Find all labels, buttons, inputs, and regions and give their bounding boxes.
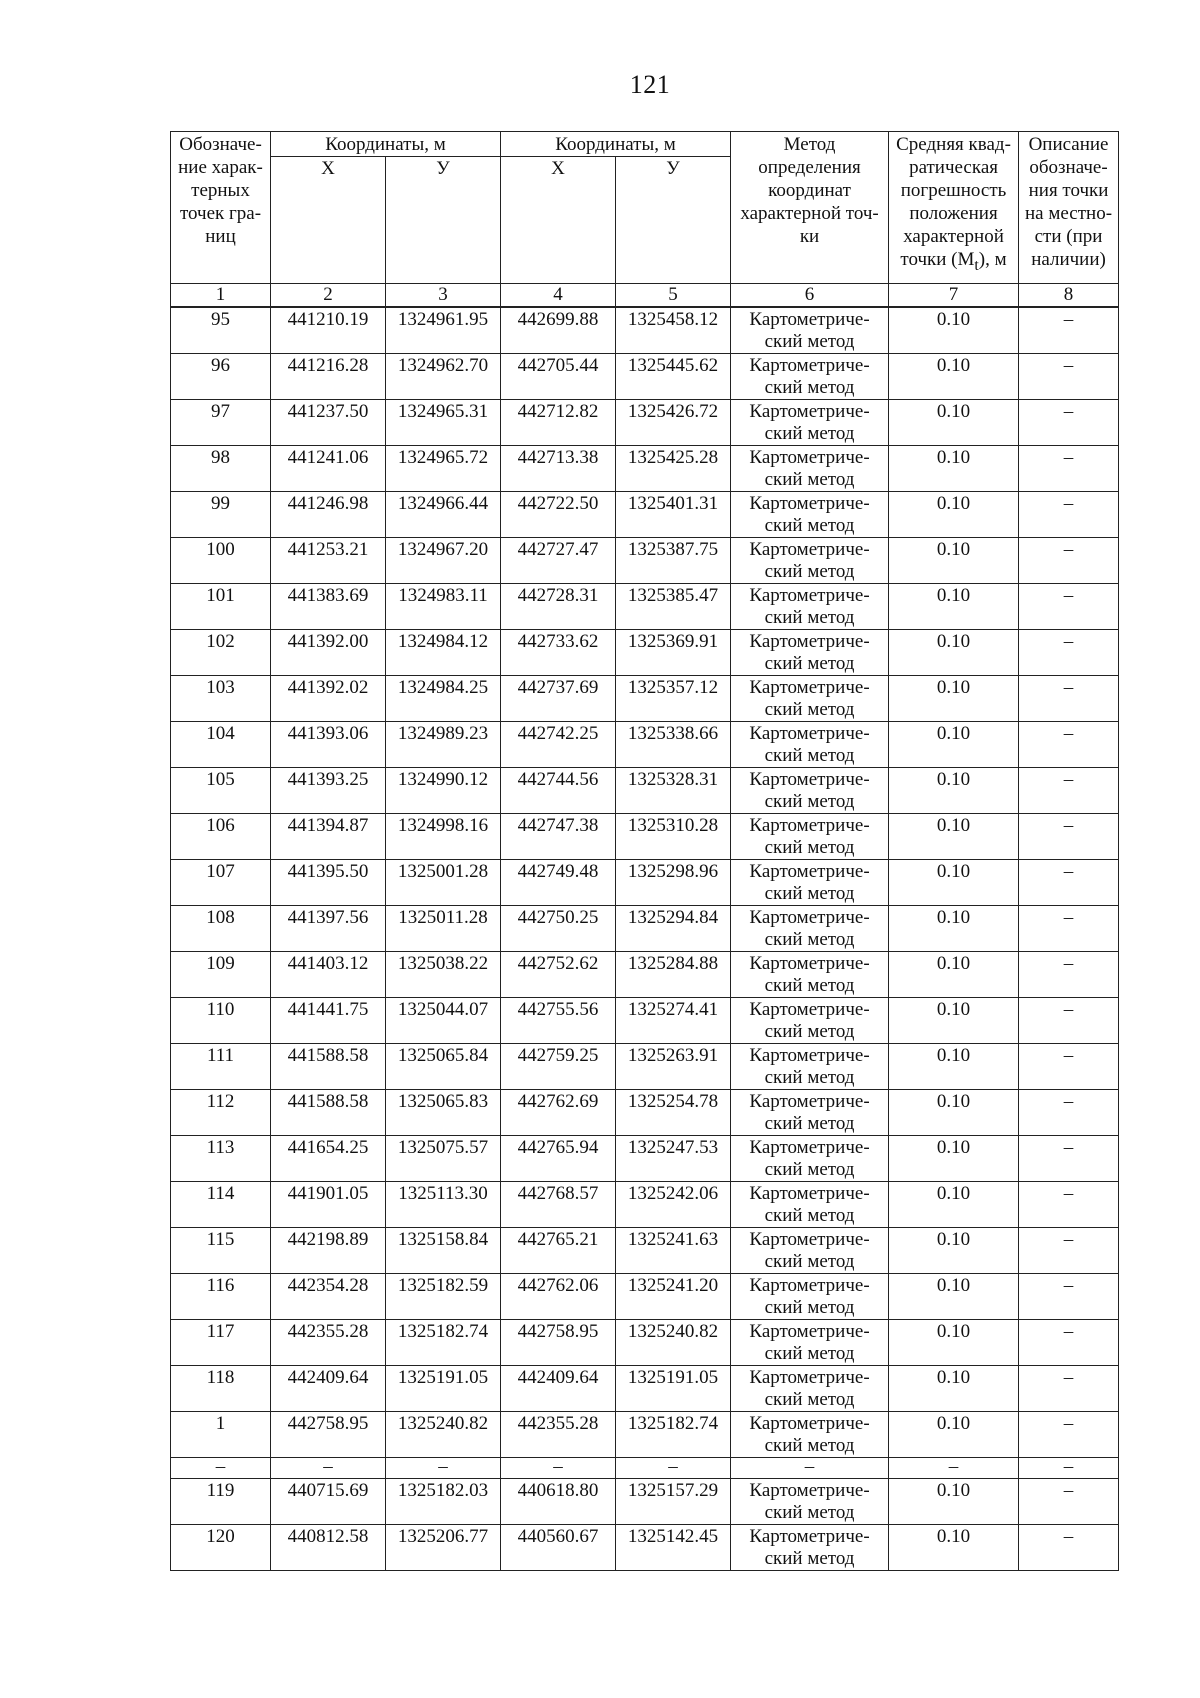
- x2-cell: 442742.25: [501, 722, 616, 768]
- point-cell: 101: [171, 584, 271, 630]
- y2-cell: 1325240.82: [616, 1320, 731, 1366]
- point-cell: 100: [171, 538, 271, 584]
- error-cell: 0.10: [889, 768, 1019, 814]
- table-row: [171, 1320, 1119, 1366]
- header-rms-error: [889, 132, 1019, 284]
- y2-cell: 1325274.41: [616, 998, 731, 1044]
- header-coords-group-1: Координаты, м: [271, 132, 501, 157]
- x2-cell: 442759.25: [501, 1044, 616, 1090]
- y2-cell: –: [616, 1458, 731, 1479]
- y2-cell: 1325310.28: [616, 814, 731, 860]
- y1-cell: 1324984.12: [386, 630, 501, 676]
- header-y-2: У: [616, 157, 731, 284]
- x2-cell: 442733.62: [501, 630, 616, 676]
- y1-cell: 1325191.05: [386, 1366, 501, 1412]
- method-cell: Картометриче-ский метод: [731, 354, 889, 400]
- description-cell: –: [1019, 906, 1119, 952]
- table-row: [171, 400, 1119, 446]
- header-x-2: Х: [501, 157, 616, 284]
- x2-cell: 442752.62: [501, 952, 616, 998]
- point-cell: 113: [171, 1136, 271, 1182]
- y1-cell: 1324983.11: [386, 584, 501, 630]
- x2-cell: 442758.95: [501, 1320, 616, 1366]
- x1-cell: 441901.05: [271, 1182, 386, 1228]
- x2-cell: 442768.57: [501, 1182, 616, 1228]
- y2-cell: 1325157.29: [616, 1479, 731, 1525]
- x1-cell: 441397.56: [271, 906, 386, 952]
- y2-cell: 1325387.75: [616, 538, 731, 584]
- table-header: [171, 132, 1119, 308]
- header-x-1: Х: [271, 157, 386, 284]
- error-cell: 0.10: [889, 1366, 1019, 1412]
- error-cell: 0.10: [889, 1182, 1019, 1228]
- header-row-1: [171, 132, 1119, 157]
- y1-cell: 1325075.57: [386, 1136, 501, 1182]
- error-cell: 0.10: [889, 1136, 1019, 1182]
- error-cell: 0.10: [889, 1044, 1019, 1090]
- description-cell: –: [1019, 1228, 1119, 1274]
- error-cell: 0.10: [889, 952, 1019, 998]
- y1-cell: 1325158.84: [386, 1228, 501, 1274]
- coordinates-table: [170, 131, 1119, 1571]
- point-cell: 98: [171, 446, 271, 492]
- error-cell: 0.10: [889, 492, 1019, 538]
- y1-cell: 1324962.70: [386, 354, 501, 400]
- x1-cell: 441394.87: [271, 814, 386, 860]
- table-row: [171, 768, 1119, 814]
- error-cell: 0.10: [889, 676, 1019, 722]
- table-row: [171, 1136, 1119, 1182]
- table-row: [171, 676, 1119, 722]
- description-cell: –: [1019, 768, 1119, 814]
- description-cell: –: [1019, 1274, 1119, 1320]
- point-cell: 114: [171, 1182, 271, 1228]
- x1-cell: 441392.00: [271, 630, 386, 676]
- method-cell: Картометриче-ский метод: [731, 584, 889, 630]
- point-cell: 110: [171, 998, 271, 1044]
- method-cell: Картометриче-ский метод: [731, 1479, 889, 1525]
- method-cell: Картометриче-ский метод: [731, 307, 889, 354]
- y2-cell: 1325328.31: [616, 768, 731, 814]
- x1-cell: 441393.06: [271, 722, 386, 768]
- y1-cell: 1324989.23: [386, 722, 501, 768]
- table-row: [171, 722, 1119, 768]
- table-row: [171, 1525, 1119, 1571]
- x1-cell: 441210.19: [271, 307, 386, 354]
- y2-cell: 1325357.12: [616, 676, 731, 722]
- table-row: [171, 446, 1119, 492]
- description-cell: –: [1019, 998, 1119, 1044]
- x1-cell: 442355.28: [271, 1320, 386, 1366]
- y1-cell: 1325182.74: [386, 1320, 501, 1366]
- x2-cell: 442705.44: [501, 354, 616, 400]
- y1-cell: 1325065.83: [386, 1090, 501, 1136]
- error-cell: 0.10: [889, 998, 1019, 1044]
- method-cell: Картометриче-ский метод: [731, 538, 889, 584]
- method-cell: Картометриче-ский метод: [731, 1525, 889, 1571]
- x2-cell: 442755.56: [501, 998, 616, 1044]
- x2-cell: 442713.38: [501, 446, 616, 492]
- table-row: [171, 1366, 1119, 1412]
- description-cell: –: [1019, 676, 1119, 722]
- header-coords-group-2: Координаты, м: [501, 132, 731, 157]
- x2-cell: 442747.38: [501, 814, 616, 860]
- y1-cell: 1325001.28: [386, 860, 501, 906]
- method-cell: Картометриче-ский метод: [731, 1228, 889, 1274]
- y1-cell: 1324961.95: [386, 307, 501, 354]
- point-cell: 119: [171, 1479, 271, 1525]
- point-cell: 97: [171, 400, 271, 446]
- point-cell: 106: [171, 814, 271, 860]
- method-cell: Картометриче-ский метод: [731, 1274, 889, 1320]
- method-cell: Картометриче-ский метод: [731, 814, 889, 860]
- x1-cell: 440715.69: [271, 1479, 386, 1525]
- point-cell: 118: [171, 1366, 271, 1412]
- column-number: 8: [1019, 284, 1119, 308]
- error-cell: 0.10: [889, 1320, 1019, 1366]
- x1-cell: 441395.50: [271, 860, 386, 906]
- point-cell: 105: [171, 768, 271, 814]
- x1-cell: 441383.69: [271, 584, 386, 630]
- table-row: [171, 860, 1119, 906]
- method-cell: Картометриче-ский метод: [731, 860, 889, 906]
- x2-cell: 442728.31: [501, 584, 616, 630]
- description-cell: –: [1019, 1525, 1119, 1571]
- y2-cell: 1325254.78: [616, 1090, 731, 1136]
- point-cell: 96: [171, 354, 271, 400]
- point-cell: 103: [171, 676, 271, 722]
- table-row: [171, 814, 1119, 860]
- table-row: [171, 538, 1119, 584]
- column-numbers-row: [171, 284, 1119, 308]
- x2-cell: 442699.88: [501, 307, 616, 354]
- y1-cell: 1325182.03: [386, 1479, 501, 1525]
- table-row: [171, 1182, 1119, 1228]
- error-cell: 0.10: [889, 400, 1019, 446]
- error-cell: 0.10: [889, 722, 1019, 768]
- column-number: 4: [501, 284, 616, 308]
- x1-cell: 441253.21: [271, 538, 386, 584]
- x1-cell: 441654.25: [271, 1136, 386, 1182]
- description-cell: –: [1019, 814, 1119, 860]
- x1-cell: 441393.25: [271, 768, 386, 814]
- y2-cell: 1325284.88: [616, 952, 731, 998]
- point-cell: 95: [171, 307, 271, 354]
- column-number: 5: [616, 284, 731, 308]
- y2-cell: 1325182.74: [616, 1412, 731, 1458]
- description-cell: –: [1019, 1136, 1119, 1182]
- method-cell: Картометриче-ский метод: [731, 446, 889, 492]
- method-cell: Картометриче-ский метод: [731, 630, 889, 676]
- table-row: [171, 1479, 1119, 1525]
- table-row: [171, 492, 1119, 538]
- point-cell: –: [171, 1458, 271, 1479]
- column-number: 6: [731, 284, 889, 308]
- table-row: [171, 307, 1119, 354]
- column-number: 2: [271, 284, 386, 308]
- column-number: 3: [386, 284, 501, 308]
- y1-cell: 1324965.72: [386, 446, 501, 492]
- description-cell: –: [1019, 354, 1119, 400]
- description-cell: –: [1019, 952, 1119, 998]
- x1-cell: 441241.06: [271, 446, 386, 492]
- y1-cell: 1325038.22: [386, 952, 501, 998]
- x1-cell: 441588.58: [271, 1090, 386, 1136]
- header-description: Описание обозначе-ния точки на местно-сти (при наличии): [1019, 132, 1119, 284]
- y2-cell: 1325241.63: [616, 1228, 731, 1274]
- description-cell: –: [1019, 538, 1119, 584]
- table-row: [171, 906, 1119, 952]
- y2-cell: 1325242.06: [616, 1182, 731, 1228]
- point-cell: 108: [171, 906, 271, 952]
- y2-cell: 1325298.96: [616, 860, 731, 906]
- method-cell: Картометриче-ский метод: [731, 1320, 889, 1366]
- point-cell: 112: [171, 1090, 271, 1136]
- y2-cell: 1325426.72: [616, 400, 731, 446]
- method-cell: Картометриче-ский метод: [731, 1044, 889, 1090]
- method-cell: Картометриче-ский метод: [731, 1366, 889, 1412]
- error-cell: 0.10: [889, 630, 1019, 676]
- x1-cell: 442198.89: [271, 1228, 386, 1274]
- x1-cell: 441441.75: [271, 998, 386, 1044]
- method-cell: Картометриче-ский метод: [731, 1090, 889, 1136]
- y1-cell: 1324984.25: [386, 676, 501, 722]
- table-row: [171, 1044, 1119, 1090]
- point-cell: 107: [171, 860, 271, 906]
- method-cell: Картометриче-ский метод: [731, 906, 889, 952]
- error-cell: 0.10: [889, 860, 1019, 906]
- x2-cell: 442722.50: [501, 492, 616, 538]
- description-cell: –: [1019, 1044, 1119, 1090]
- method-cell: –: [731, 1458, 889, 1479]
- x1-cell: 442409.64: [271, 1366, 386, 1412]
- point-cell: 111: [171, 1044, 271, 1090]
- error-cell: 0.10: [889, 538, 1019, 584]
- description-cell: –: [1019, 1479, 1119, 1525]
- y1-cell: 1325011.28: [386, 906, 501, 952]
- y1-cell: 1325044.07: [386, 998, 501, 1044]
- x2-cell: 442762.69: [501, 1090, 616, 1136]
- x2-cell: 442762.06: [501, 1274, 616, 1320]
- method-cell: Картометриче-ский метод: [731, 1182, 889, 1228]
- header-rms-error-end: ), м: [978, 249, 1007, 270]
- x2-cell: –: [501, 1458, 616, 1479]
- x1-cell: –: [271, 1458, 386, 1479]
- description-cell: –: [1019, 584, 1119, 630]
- description-cell: –: [1019, 1366, 1119, 1412]
- y1-cell: 1324966.44: [386, 492, 501, 538]
- y1-cell: –: [386, 1458, 501, 1479]
- table-row: [171, 354, 1119, 400]
- description-cell: –: [1019, 630, 1119, 676]
- description-cell: –: [1019, 400, 1119, 446]
- y1-cell: 1325240.82: [386, 1412, 501, 1458]
- x2-cell: 442737.69: [501, 676, 616, 722]
- y1-cell: 1324998.16: [386, 814, 501, 860]
- table-row: [171, 1228, 1119, 1274]
- y2-cell: 1325338.66: [616, 722, 731, 768]
- error-cell: 0.10: [889, 1228, 1019, 1274]
- description-cell: –: [1019, 492, 1119, 538]
- y2-cell: 1325445.62: [616, 354, 731, 400]
- description-cell: –: [1019, 307, 1119, 354]
- y1-cell: 1324990.12: [386, 768, 501, 814]
- y2-cell: 1325263.91: [616, 1044, 731, 1090]
- header-rms-error-text: Средняя квад-ратическая погрешность положения характерной точки (M: [896, 134, 1011, 270]
- table-row: [171, 1412, 1119, 1458]
- description-cell: –: [1019, 1320, 1119, 1366]
- column-number: 1: [171, 284, 271, 308]
- x1-cell: 441237.50: [271, 400, 386, 446]
- error-cell: 0.10: [889, 354, 1019, 400]
- description-cell: –: [1019, 446, 1119, 492]
- description-cell: –: [1019, 1090, 1119, 1136]
- point-cell: 1: [171, 1412, 271, 1458]
- y1-cell: 1325182.59: [386, 1274, 501, 1320]
- method-cell: Картометриче-ский метод: [731, 768, 889, 814]
- table-row: [171, 630, 1119, 676]
- error-cell: 0.10: [889, 307, 1019, 354]
- point-cell: 102: [171, 630, 271, 676]
- y2-cell: 1325458.12: [616, 307, 731, 354]
- x2-cell: 440618.80: [501, 1479, 616, 1525]
- y2-cell: 1325385.47: [616, 584, 731, 630]
- method-cell: Картометриче-ский метод: [731, 1412, 889, 1458]
- x2-cell: 442727.47: [501, 538, 616, 584]
- point-cell: 117: [171, 1320, 271, 1366]
- x2-cell: 440560.67: [501, 1525, 616, 1571]
- x2-cell: 442749.48: [501, 860, 616, 906]
- y1-cell: 1324967.20: [386, 538, 501, 584]
- x1-cell: 441403.12: [271, 952, 386, 998]
- x1-cell: 441246.98: [271, 492, 386, 538]
- page-number: 121: [629, 70, 671, 99]
- header-rms-error-subscript: t: [974, 256, 979, 274]
- method-cell: Картометриче-ский метод: [731, 676, 889, 722]
- table-body: [171, 307, 1119, 1571]
- method-cell: Картометриче-ский метод: [731, 998, 889, 1044]
- error-cell: –: [889, 1458, 1019, 1479]
- x1-cell: 442354.28: [271, 1274, 386, 1320]
- y2-cell: 1325191.05: [616, 1366, 731, 1412]
- error-cell: 0.10: [889, 446, 1019, 492]
- x2-cell: 442744.56: [501, 768, 616, 814]
- method-cell: Картометриче-ский метод: [731, 722, 889, 768]
- x1-cell: 441392.02: [271, 676, 386, 722]
- error-cell: 0.10: [889, 584, 1019, 630]
- error-cell: 0.10: [889, 906, 1019, 952]
- y2-cell: 1325247.53: [616, 1136, 731, 1182]
- table-row: [171, 952, 1119, 998]
- error-cell: 0.10: [889, 1479, 1019, 1525]
- method-cell: Картометриче-ский метод: [731, 492, 889, 538]
- y1-cell: 1325113.30: [386, 1182, 501, 1228]
- error-cell: 0.10: [889, 1412, 1019, 1458]
- x2-cell: 442750.25: [501, 906, 616, 952]
- error-cell: 0.10: [889, 1525, 1019, 1571]
- x2-cell: 442409.64: [501, 1366, 616, 1412]
- table-row: [171, 584, 1119, 630]
- point-cell: 120: [171, 1525, 271, 1571]
- y1-cell: 1324965.31: [386, 400, 501, 446]
- point-cell: 109: [171, 952, 271, 998]
- description-cell: –: [1019, 860, 1119, 906]
- x1-cell: 440812.58: [271, 1525, 386, 1571]
- description-cell: –: [1019, 1458, 1119, 1479]
- point-cell: 115: [171, 1228, 271, 1274]
- y2-cell: 1325369.91: [616, 630, 731, 676]
- x2-cell: 442355.28: [501, 1412, 616, 1458]
- x1-cell: 441588.58: [271, 1044, 386, 1090]
- error-cell: 0.10: [889, 1090, 1019, 1136]
- header-point-designation: Обозначе-ние харак-терных точек гра-ниц: [171, 132, 271, 284]
- x2-cell: 442765.21: [501, 1228, 616, 1274]
- y2-cell: 1325241.20: [616, 1274, 731, 1320]
- column-number: 7: [889, 284, 1019, 308]
- header-method: Метод определения координат характерной точ-ки: [731, 132, 889, 284]
- method-cell: Картометриче-ский метод: [731, 952, 889, 998]
- y2-cell: 1325142.45: [616, 1525, 731, 1571]
- point-cell: 99: [171, 492, 271, 538]
- description-cell: –: [1019, 1412, 1119, 1458]
- header-y-1: У: [386, 157, 501, 284]
- y2-cell: 1325294.84: [616, 906, 731, 952]
- point-cell: 116: [171, 1274, 271, 1320]
- error-cell: 0.10: [889, 1274, 1019, 1320]
- x2-cell: 442712.82: [501, 400, 616, 446]
- x2-cell: 442765.94: [501, 1136, 616, 1182]
- y1-cell: 1325206.77: [386, 1525, 501, 1571]
- description-cell: –: [1019, 1182, 1119, 1228]
- y2-cell: 1325401.31: [616, 492, 731, 538]
- method-cell: Картометриче-ский метод: [731, 1136, 889, 1182]
- y1-cell: 1325065.84: [386, 1044, 501, 1090]
- description-cell: –: [1019, 722, 1119, 768]
- y2-cell: 1325425.28: [616, 446, 731, 492]
- x1-cell: 441216.28: [271, 354, 386, 400]
- x1-cell: 442758.95: [271, 1412, 386, 1458]
- point-cell: 104: [171, 722, 271, 768]
- method-cell: Картометриче-ский метод: [731, 400, 889, 446]
- table-row: [171, 1274, 1119, 1320]
- error-cell: 0.10: [889, 814, 1019, 860]
- table-row: [171, 1090, 1119, 1136]
- table-row: [171, 998, 1119, 1044]
- separator-row: [171, 1458, 1119, 1479]
